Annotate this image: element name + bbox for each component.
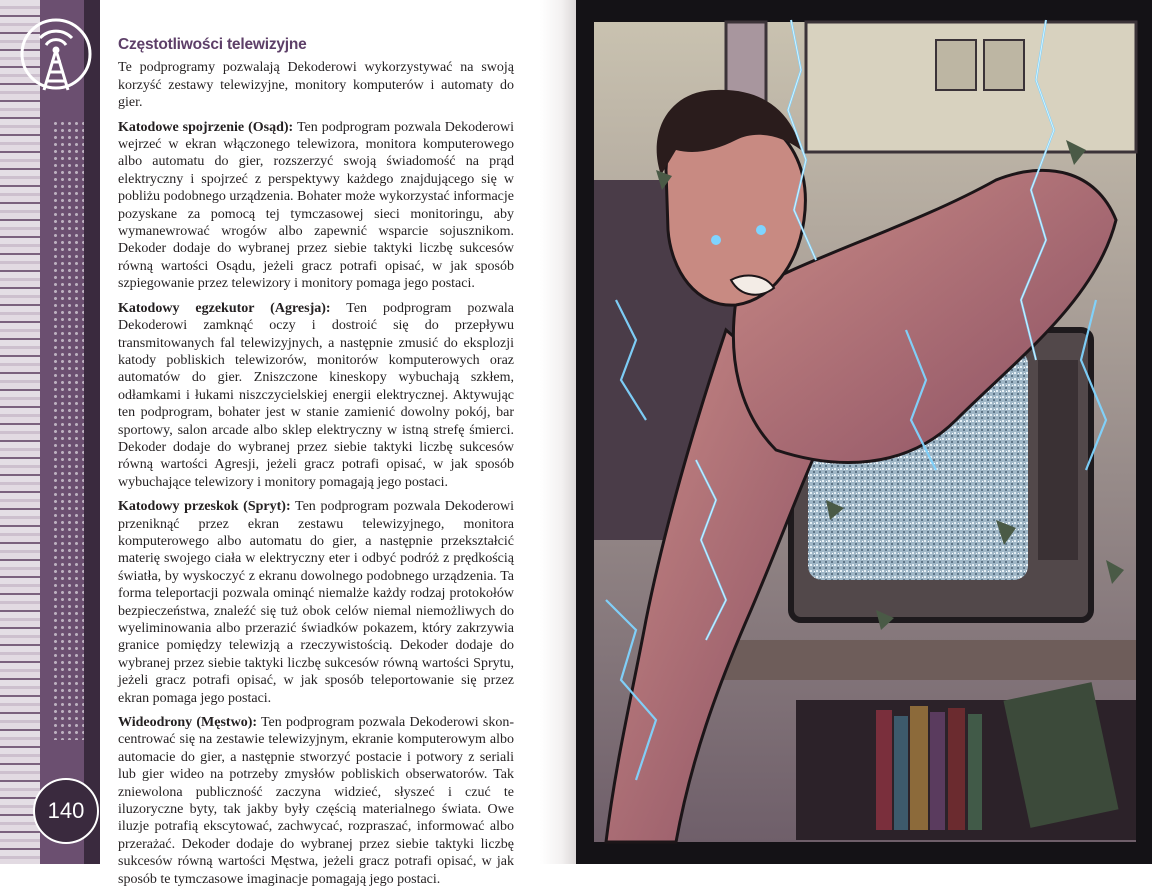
program-description: Ten podprogram pozwala Dekoderowi zamknąć oczy i dostroić się do przepływu transmitowanych fal telewizyjnych, a następnie zmusić do eksplozji katody pobliskich telewizorów, monitorów komputerowych oraz automatów do gier. Zniszczone kineskopy wybuchają szkłem, odłamkami i łukami niszczycielskiej energii elektrycznej. Aktywując ten podprogram, bohater jest w stanie zamienić dowolny pokój, bar sportowy, salon arcade albo sklep elektryczny w istną strefę śmierci. Dekoder dodaje do wybranej przez siebie taktyki liczbę sukcesów równą wartości Agresji, jeżeli gracz potrafi opisać, w jak sposób wybuchające telewizory i monitory pomagają jego postaci.	[118, 300, 515, 490]
section-title: Częstotliwości telewizyjne	[118, 36, 307, 53]
section-intro: Te podprogramy pozwalają Dekoderowi wykorzystywać na swoją korzyść zestawy telewizyjne, monitory komputerów i automaty do gier.	[118, 60, 514, 111]
program-description: Ten podprogram pozwala Dekoderowi wejrzeć w ekran włączonego telewizora, monitora komputerowego albo automatu do gier, rozszerzyć swoją świadomość na prąd elektryczny i spojrzeć z perspektywy każdego znajdującego się w pobliżu podobnego urządzenia. Bohater może wykorzystać informacje pozyskane za pomocą tej tymczasowej sieci monitoringu, aby wymanewrować wrogów albo zapewnić wsparcie sojusznikom. Dekoder dodaje do wybranej przez siebie taktyki liczbę sukcesów równą wartości Osądu, jeżeli gracz potrafi opisać, w jak sposób szpiegowanie przez telewizory i monitory pomaga jego postaci.	[118, 119, 515, 292]
program-description: Ten podprogram pozwala Dekoderowi skoncentrować się na zestawie telewizyjnym, ekranie komputerowym albo automacie do gier, a następnie stworzyć postacie i potwory z seriali lub gier wideo na potrzeby zmysłów pobliskich obserwatorów. Tak zniewolona publiczność zaczyna widzieć, słyszeć i czuć te iluzoryczne byty, tak jakby były częścią materialnego świata. Owe iluzje potrafią ekscytować, zachwycać, rozpraszać, informować albo przerażać. Dekoder dodaje do wybranej przez siebie taktyki liczbę sukcesów równą wartości Męstwa, jeżeli gracz potrafi opisać, w jak sposób te tymczasowe imaginacje pomagają jego postaci.	[118, 715, 514, 887]
illustration	[576, 0, 1152, 864]
shelf	[706, 640, 1136, 680]
book-gutter	[540, 0, 576, 864]
decorative-sidebar	[0, 0, 100, 864]
program-paragraph	[118, 300, 514, 491]
radio-tower-icon	[18, 14, 94, 96]
page-number: 140	[33, 778, 99, 844]
text-column	[118, 36, 514, 895]
program-name: Katodowy egzekutor (Agresja):	[118, 300, 331, 316]
program-paragraph	[118, 119, 514, 293]
illustration-page	[576, 0, 1152, 864]
program-name: Wideodrony (Męstwo):	[118, 715, 258, 731]
program-name: Katodowy przeskok (Spryt):	[118, 499, 291, 515]
program-name: Katodowe spojrzenie (Osąd):	[118, 119, 294, 135]
program-paragraph	[118, 498, 514, 707]
program-description: Ten podprogram pozwala Dekoderowi przeniknąć przez ekran zestawu telewizyjnego, monitora komputerowego albo automatu do gier, a następnie przekształcić materię swojego ciała w elektryczny eter i odbyć podróż z prędkością światła, by wyskoczyć z ekranu dowolnego podobnego urządzenia. Ta forma teleportacji pozwala ominąć niemalże każdy rodzaj protokołów bezpieczeństwa, znaleźć się tuż obok celów niemal niemożliwych do wyeliminowania albo przerazić świadków pokazem, który zakrzywia granice pomiędzy telewizją a rzeczywistością. Dekoder dodaje do wybranej przez siebie taktyki liczbę sukcesów równą wartości Sprytu, jeżeli gracz potrafi opisać, w jak sposób teleportowanie się przez ekran pomaga jego postaci.	[118, 499, 514, 706]
program-paragraph	[118, 714, 514, 888]
sidebar-edge-stripe	[84, 0, 100, 864]
grunge-texture	[0, 0, 40, 864]
